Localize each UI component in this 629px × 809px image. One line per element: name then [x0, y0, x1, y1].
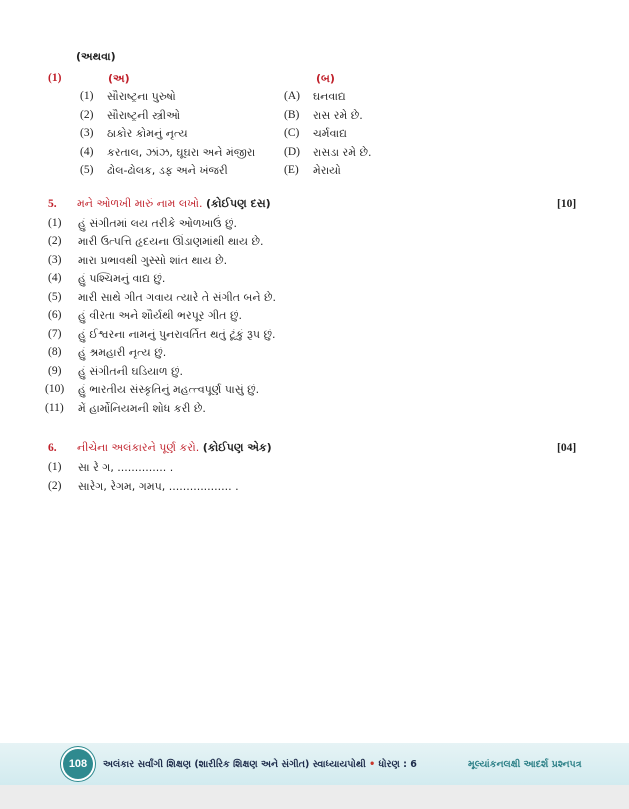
q6-title-text: નીચેના અલંકારને પૂર્ણ કરો.	[77, 441, 200, 454]
match-col-a-heading: (અ)	[108, 72, 130, 85]
list-item: મારી સાથે ગીત ગવાય ત્યારે તે સંગીત બને છે.	[78, 291, 277, 304]
match-col-b-heading: (બ)	[316, 72, 335, 85]
list-item-number: (1)	[48, 461, 62, 473]
list-item-number: (4)	[48, 272, 62, 284]
footer-book-title: અલંકાર સર્વાંગી શિક્ષણ (શારીરિક શિક્ષણ અને સંગીત) સ્વાધ્યાયપોથી	[103, 759, 366, 770]
match-a-text: ઠાકોર કોમનું નૃત્ય	[107, 127, 188, 140]
page-number: 108	[68, 758, 88, 770]
q5-number: 5.	[48, 198, 57, 210]
match-b-text: રાસ રમે છે.	[313, 109, 363, 122]
list-item-number: (10)	[45, 383, 65, 395]
list-item: હું પશ્ચિમનું વાદ્ય છું.	[78, 272, 166, 285]
list-item-number: (8)	[48, 346, 62, 358]
q6-title-qualifier: (કોઈપણ એક)	[202, 441, 272, 454]
match-b-text: રાસડા રમે છે.	[313, 146, 372, 159]
match-a-text: સૌરાષ્ટ્રના પુરુષો	[107, 90, 176, 103]
footer-grade: ધોરણ : 6	[378, 759, 417, 770]
match-b-number: (D)	[284, 146, 300, 158]
match-a-text: ઢોલ-ઢોલક, ડફ અને ખંજરી	[107, 164, 228, 177]
footer-book-info	[103, 759, 417, 770]
footer-bottom-strip	[0, 785, 629, 809]
list-item: મેં હાર્મોનિયમની શોધ કરી છે.	[78, 402, 206, 415]
footer-right-title: મૂલ્યાંકનલક્ષી આદર્શ પ્રશ્નપત્ર	[468, 759, 582, 770]
list-item-number: (1)	[48, 217, 62, 229]
list-item: હું ભારતીય સંસ્કૃતિનું મહત્ત્વપૂર્ણ પાસું છું.	[78, 383, 260, 396]
list-item: હું ઈશ્વરના નામનું પુનરાવર્તિત થતું ટૂંકું રૂપ છું.	[78, 328, 276, 341]
list-item: હું સંગીતની ઘડિયાળ છું.	[78, 365, 184, 378]
q5-title-text: મને ઓળખી મારું નામ લખો.	[77, 197, 203, 210]
list-item: મારા પ્રભાવથી ગુસ્સો શાંત થાય છે.	[78, 254, 228, 267]
q5-marks: [10]	[557, 198, 577, 210]
list-item: સારેગ, રેગમ, ગમપ, .................. .	[78, 480, 239, 493]
match-a-number: (1)	[80, 90, 94, 102]
match-b-text: ચર્મવાદ્ય	[313, 127, 347, 140]
q6-number: 6.	[48, 442, 57, 454]
match-b-number: (B)	[284, 109, 300, 121]
list-item: હું શ્રમહારી નૃત્ય છું.	[78, 346, 167, 359]
list-item-number: (2)	[48, 235, 62, 247]
list-item: સા રે ગ, .............. .	[78, 461, 174, 474]
match-a-number: (4)	[80, 146, 94, 158]
match-a-number: (2)	[80, 109, 94, 121]
match-b-text: મેરાયો	[313, 164, 341, 177]
match-a-number: (5)	[80, 164, 94, 176]
list-item-number: (6)	[48, 309, 62, 321]
or-label: (અથવા)	[76, 50, 116, 63]
match-question-number: (1)	[48, 72, 62, 84]
match-b-text: ઘનવાદ્ય	[313, 90, 346, 103]
match-b-number: (A)	[284, 90, 300, 102]
match-b-number: (C)	[284, 127, 300, 139]
list-item-number: (3)	[48, 254, 62, 266]
match-a-number: (3)	[80, 127, 94, 139]
q5-title-qualifier: (કોઈપણ દસ)	[206, 197, 271, 210]
match-b-number: (E)	[284, 164, 299, 176]
list-item-number: (5)	[48, 291, 62, 303]
list-item: હું વીરતા અને શૌર્યથી ભરપૂર ગીત છું.	[78, 309, 242, 322]
list-item-number: (2)	[48, 480, 62, 492]
list-item-number: (9)	[48, 365, 62, 377]
list-item: મારી ઉત્પત્તિ હૃદયના ઊંડાણમાંથી થાય છે.	[78, 235, 264, 248]
match-a-text: કરતાલ, ઝાંઝ, ઘૂઘરા અને મંજીરા	[107, 146, 256, 159]
list-item-number: (11)	[45, 402, 64, 414]
list-item: હું સંગીતમાં લય તરીકે ઓળખાઉં છું.	[78, 217, 237, 230]
q6-title	[77, 442, 272, 453]
match-a-text: સૌરાષ્ટ્રની સ્ત્રીઓ	[107, 109, 181, 122]
list-item-number: (7)	[48, 328, 62, 340]
q6-marks: [04]	[557, 442, 577, 454]
q5-title	[77, 198, 271, 209]
footer-separator: •	[369, 759, 376, 770]
